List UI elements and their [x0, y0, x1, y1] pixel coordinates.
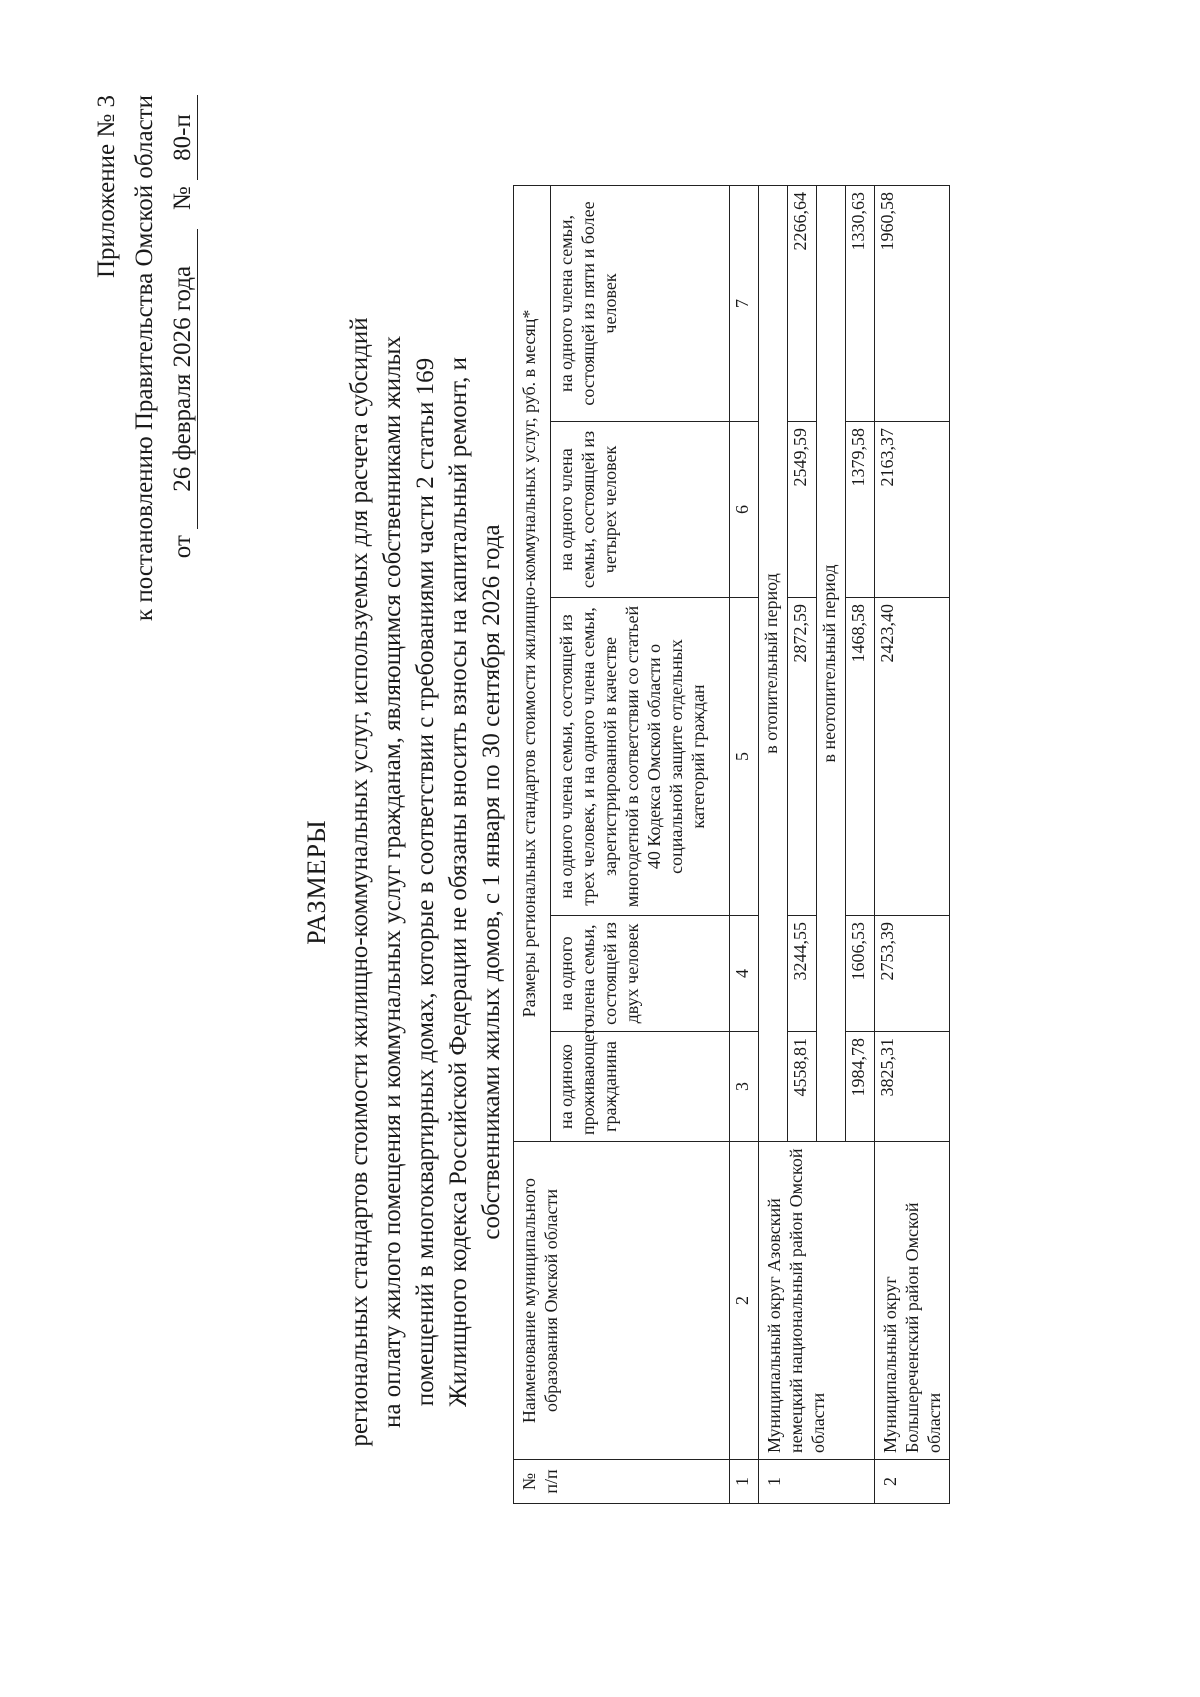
- index-row: [730, 185, 759, 1503]
- header-name: Наименование муниципального образования Омской области: [514, 1142, 730, 1460]
- document-title: [300, 317, 508, 1447]
- row-number: 2: [875, 1460, 950, 1504]
- value-cell: 2423,40: [875, 598, 950, 916]
- municipality-name: Муниципальный округ Большереченский район Омской области: [875, 1142, 950, 1460]
- value-cell: 1330,63: [846, 185, 875, 421]
- index-cell: 3: [730, 1032, 759, 1142]
- municipality-name: Муниципальный округ Азовский немецкий национальный район Омской области: [759, 1142, 875, 1460]
- header-col3: на одиноко проживающего гражданина: [551, 1032, 730, 1142]
- index-cell: 6: [730, 422, 759, 598]
- appendix-number: Приложение № 3: [93, 95, 120, 279]
- approval-block: [88, 95, 202, 795]
- header-num: № п/п: [514, 1460, 730, 1504]
- value-cell: 1960,58: [875, 185, 950, 421]
- header-col6: на одного члена семьи, состоящей из четырех человек: [551, 422, 730, 598]
- table-row: [759, 185, 788, 1503]
- title-body: региональных стандартов стоимости жилищно-коммунальных услуг, используемых для расчета субсидий на оплату жилого помещения и коммунальных услуг гражданам, являющимся собственниками жилых помещений в многоквартирных домах, которые в соответствии с требованиями части 2 статьи 169 Жилищного кодекса Российской Федерации не обязаны вносить взносы на капитальный ремонт, и собственниками жилых домов, с 1 января по 30 сентября 2026 года: [346, 317, 505, 1447]
- appendix-date-line: [164, 95, 202, 795]
- title-heading: РАЗМЕРЫ: [302, 819, 331, 945]
- header-row: [514, 185, 551, 1503]
- value-cell: 1468,58: [846, 598, 875, 916]
- header-group: Размеры региональных стандартов стоимости жилищно-коммунальных услуг, руб. в месяц*: [514, 185, 551, 1141]
- header-col4: на одного члена семьи, состоящей из двух человек: [551, 916, 730, 1032]
- value-cell: 1379,58: [846, 422, 875, 598]
- appendix-reference: к постановлению Правительства Омской области: [131, 95, 158, 622]
- value-cell: 2163,37: [875, 422, 950, 598]
- value-cell: 1984,78: [846, 1032, 875, 1142]
- index-cell: 2: [730, 1142, 759, 1460]
- value-cell: 4558,81: [788, 1032, 817, 1142]
- rates-table: [513, 185, 950, 1504]
- header-col7: на одного члена семьи, состоящей из пяти и более человек: [551, 185, 730, 421]
- value-cell: 3825,31: [875, 1032, 950, 1142]
- value-cell: 2753,39: [875, 916, 950, 1032]
- value-cell: 3244,55: [788, 916, 817, 1032]
- value-cell: 2266,64: [788, 185, 817, 421]
- table-row: [875, 185, 950, 1503]
- row-number: 1: [759, 1460, 875, 1504]
- value-cell: 2872,59: [788, 598, 817, 916]
- decree-date: 26 февраля 2026 года: [169, 229, 198, 529]
- date-prefix: от: [169, 535, 196, 559]
- period-heating-label: в отопительный период: [759, 185, 788, 1141]
- value-cell: 2549,59: [788, 422, 817, 598]
- period-nonheating-label: в неотопительный период: [817, 185, 846, 1141]
- index-cell: 5: [730, 598, 759, 916]
- header-col5: на одного члена семьи, состоящей из трех человек, и на одного члена семьи, зарегистрированной в качестве многодетной в соответствии со статьей 40 Кодекса Омской области о социальной защите отдельных категорий граждан: [551, 598, 730, 916]
- index-cell: 7: [730, 185, 759, 421]
- number-prefix: №: [169, 186, 196, 211]
- value-cell: 1606,53: [846, 916, 875, 1032]
- index-cell: 4: [730, 916, 759, 1032]
- decree-number: 80-п: [169, 95, 198, 180]
- index-cell: 1: [730, 1460, 759, 1504]
